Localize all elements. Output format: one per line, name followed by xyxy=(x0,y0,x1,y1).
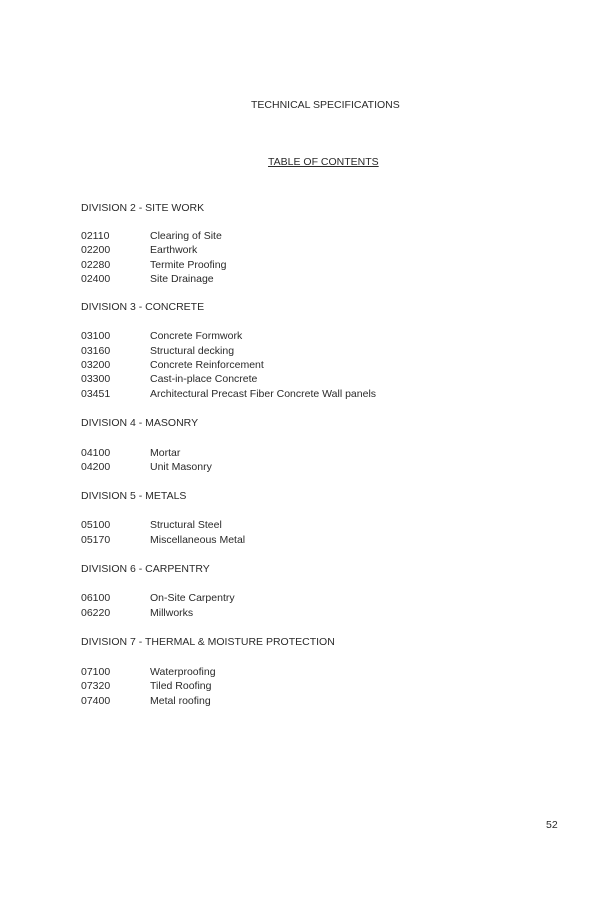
section-code: 03160 xyxy=(81,345,111,357)
section-code: 07320 xyxy=(81,680,111,692)
section-title: Concrete Reinforcement xyxy=(150,359,264,371)
division-heading: DIVISION 5 - METALS xyxy=(81,490,187,502)
section-code: 02280 xyxy=(81,259,111,271)
section-code: 02110 xyxy=(81,230,110,242)
section-title: Waterproofing xyxy=(150,666,216,678)
section-title: Termite Proofing xyxy=(150,259,227,271)
section-code: 06220 xyxy=(81,607,111,619)
section-title: Millworks xyxy=(150,607,194,619)
division-heading: DIVISION 3 - CONCRETE xyxy=(81,301,205,313)
section-title: Metal roofing xyxy=(150,695,211,707)
section-code: 03100 xyxy=(81,330,111,342)
section-title: On-Site Carpentry xyxy=(150,592,235,604)
section-title: Unit Masonry xyxy=(150,461,212,473)
section-title: Tiled Roofing xyxy=(150,680,212,692)
section-code: 03300 xyxy=(81,373,111,385)
section-title: Miscellaneous Metal xyxy=(150,534,246,546)
section-title: Architectural Precast Fiber Concrete Wall panels xyxy=(150,388,377,400)
section-code: 04100 xyxy=(81,447,111,459)
division-heading: DIVISION 7 - THERMAL & MOISTURE PROTECTION xyxy=(81,636,335,648)
section-code: 04200 xyxy=(81,461,111,473)
division-heading: DIVISION 6 - CARPENTRY xyxy=(81,563,210,575)
section-title: Structural Steel xyxy=(150,519,222,531)
section-code: 05100 xyxy=(81,519,111,531)
section-title: Earthwork xyxy=(150,244,198,256)
section-title: Structural decking xyxy=(150,345,235,357)
division-heading: DIVISION 2 - SITE WORK xyxy=(81,202,205,214)
division-heading: DIVISION 4 - MASONRY xyxy=(81,417,199,429)
toc-heading: TABLE OF CONTENTS xyxy=(268,156,379,168)
section-code: 07100 xyxy=(81,666,111,678)
page-number: 52 xyxy=(546,819,558,831)
section-code: 06100 xyxy=(81,592,111,604)
document-title: TECHNICAL SPECIFICATIONS xyxy=(251,99,400,111)
section-title: Mortar xyxy=(150,447,181,459)
section-code: 02400 xyxy=(81,273,111,285)
section-code: 03451 xyxy=(81,388,111,400)
section-code: 03200 xyxy=(81,359,111,371)
section-code: 05170 xyxy=(81,534,111,546)
section-code: 07400 xyxy=(81,695,111,707)
section-title: Site Drainage xyxy=(150,273,214,285)
section-title: Cast-in-place Concrete xyxy=(150,373,258,385)
section-code: 02200 xyxy=(81,244,111,256)
section-title: Concrete Formwork xyxy=(150,330,243,342)
section-title: Clearing of Site xyxy=(150,230,222,242)
